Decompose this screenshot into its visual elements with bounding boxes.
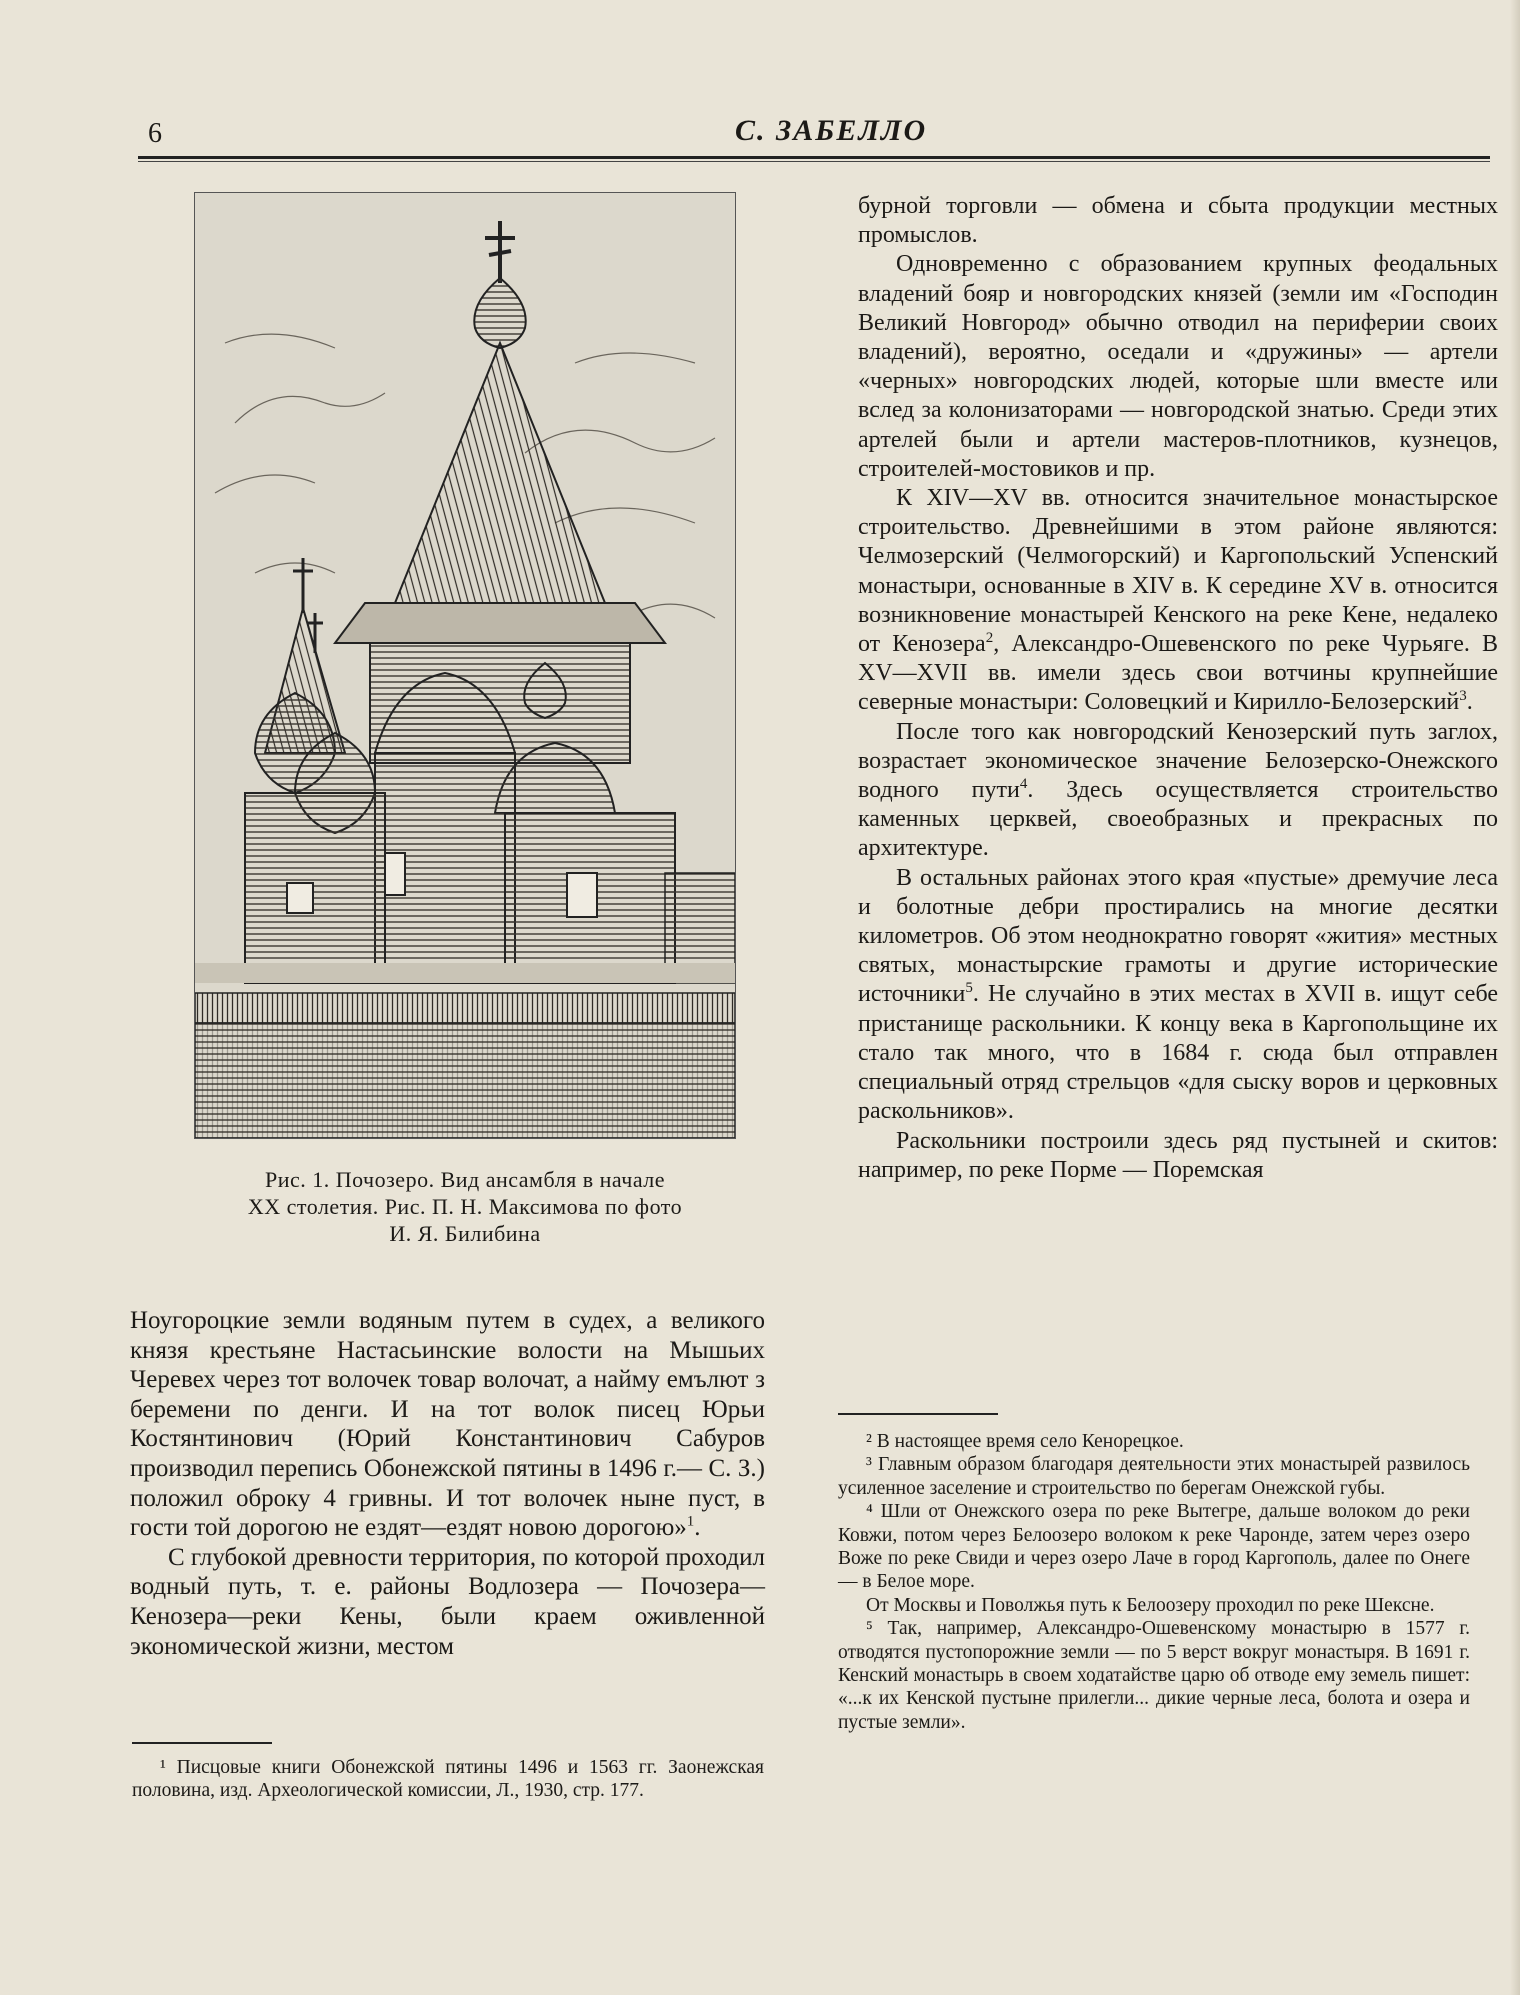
page-edge-shadow [1510, 0, 1520, 1995]
footnote: ⁵ Так, например, Александро-Ошевенскому монастырю в 1577 г. отводятся пустопорожние земли — по 5 верст вокруг монастыря. В 1691 г. Кенский монастырь в своем ходатайстве царю об отводе ему земель пишет: «...к их Кенской пустыне прилегли... дикие черные леса, болота и озера и пустые земли». [838, 1618, 1470, 1733]
text-run: . [694, 1514, 701, 1542]
footnote-ref: 4 [1019, 776, 1028, 793]
paragraph [858, 864, 1498, 1127]
footnote-ref: 2 [985, 630, 994, 647]
caption-line: И. Я. Билибина [389, 1221, 541, 1246]
footnote-ref: 5 [965, 980, 973, 997]
footnote-rule [838, 1413, 998, 1415]
footnote: ² В настоящее время село Кенорецкое. [866, 1431, 1184, 1452]
paragraph [858, 484, 1498, 718]
text-run: , Александро-Ошевенского по реке Чурьяге. В XV—XVII вв. имели здесь свои вотчины крупнейшие северные монастыри: Соловецкий и Кирилло-Белозерский [858, 631, 1499, 716]
paragraph: С глубокой древности территория, по которой проходил водный путь, т. е. районы Водлозера — Почозера—Кенозера—реки Кены, были краем оживленной экономической жизни, местом [130, 1543, 765, 1660]
paragraph [130, 1306, 765, 1543]
paragraph: Одновременно с образованием крупных феодальных владений бояр и новгородских князей (земли им «Господин Великий Новгород» обычно отводил на периферии своих владений), вероятно, оседали и «дружины» — артели «черных» новгородских людей, которые шли вместе или вслед за колонизаторами — новгородской знатью. Среди этих артелей были и артели мастеров-плотников, кузнецов, строителей-мостовиков и пр. [858, 251, 1498, 482]
header-rule-thin [138, 161, 1490, 162]
caption-line: XX столетия. Рис. П. Н. Максимова по фото [247, 1194, 683, 1219]
footnote: ³ Главным образом благодаря деятельности этих монастырей развилось усиленное заселение и строительство по берегам Онежской губы. [838, 1454, 1470, 1499]
footnote-rule [132, 1742, 272, 1744]
paragraph: бурной торговли — обмена и сбыта продукции местных промыслов. [858, 193, 1498, 249]
left-column [130, 1306, 765, 1661]
footnote: ¹ Писцовые книги Обонежской пятины 1496 и 1563 гг. Заонежская половина, изд. Археологической комиссии, Л., 1930, стр. 177. [132, 1757, 764, 1802]
footnote-ref: 1 [686, 1513, 695, 1530]
text-run: После того как новгородский Кенозерский путь заглох, возрастает экономическое значение Белозерско-Онежского водного пути [858, 718, 1498, 804]
footnotes-left [132, 1756, 764, 1803]
figure-caption [170, 1166, 760, 1247]
caption-line: Рис. 1. Почозеро. Вид ансамбля в начале [264, 1167, 666, 1192]
paragraph: Раскольники построили здесь ряд пустыней и скитов: например, по реке Порме — Поремская [858, 1127, 1498, 1183]
footnote: От Москвы и Поволжья путь к Белоозеру проходил по реке Шексне. [866, 1594, 1435, 1616]
text-run: . Здесь осуществляется строительство каменных церквей, своеобразных и прекрасных по архитектуре. [858, 777, 1499, 862]
footnote-ref: 3 [1459, 688, 1467, 705]
footnotes-right [838, 1430, 1470, 1734]
footnote: ⁴ Шли от Онежского озера по реке Вытегре, дальше волоком до реки Ковжи, потом через Белоозеро волоком к реке Чаронде, затем через озеро Воже по реке Свиди и через озеро Лаче в город Каргополь, далее по Онеге — в Белое море. [838, 1501, 1470, 1593]
text-run: . [1466, 689, 1473, 716]
text-run: В остальных районах этого края «пустые» дремучие леса и болотные дебри простирались на многие десятки километров. Об этом неоднократно говорят «жития» местных святых, монастырские грамоты и другие исторические источники [858, 864, 1498, 1008]
text-run: . Не случайно в этих местах в XVII в. ищут себе пристанище раскольники. К концу века в Каргопольщине их стало так много, что в 1684 г. сюда был отправлен специальный отряд стрельцов «для сыску воров и церковных раскольников». [858, 981, 1498, 1125]
page-number: 6 [148, 118, 162, 149]
text-run: К XIV—XV вв. относится значительное монастырское строительство. Древнейшими в этом районе являются: Челмозерский (Челмогорский) и Каргопольский Успенский монастыри, основанные в XIV в. К середине XV в. относится возникновение монастырей Кенского на реке Кене, недалеко от Кенозера [858, 485, 1498, 658]
church-illustration [194, 192, 736, 1139]
right-column [858, 192, 1498, 1185]
header-rule [138, 156, 1490, 159]
text-run: Ноугороцкие земли водяным путем в судех, а великого князя крестьяне Настасьинские волости на Мышьих Черевех через тот волочек товар волочат, а найму емълют з беремени по денги. И на тот волок писец Юрьи Костянтинович (Юрий Константинович Сабуров производил перепись Обонежской пятины в 1496 г.— С. З.) положил оброку 4 гривны. И тот волочек ныне пуст, в гости той дорогою не ездят—ездят новою дорогою» [130, 1307, 765, 1542]
running-head-author: С. ЗАБЕЛЛО [735, 114, 928, 147]
paragraph [858, 718, 1498, 864]
